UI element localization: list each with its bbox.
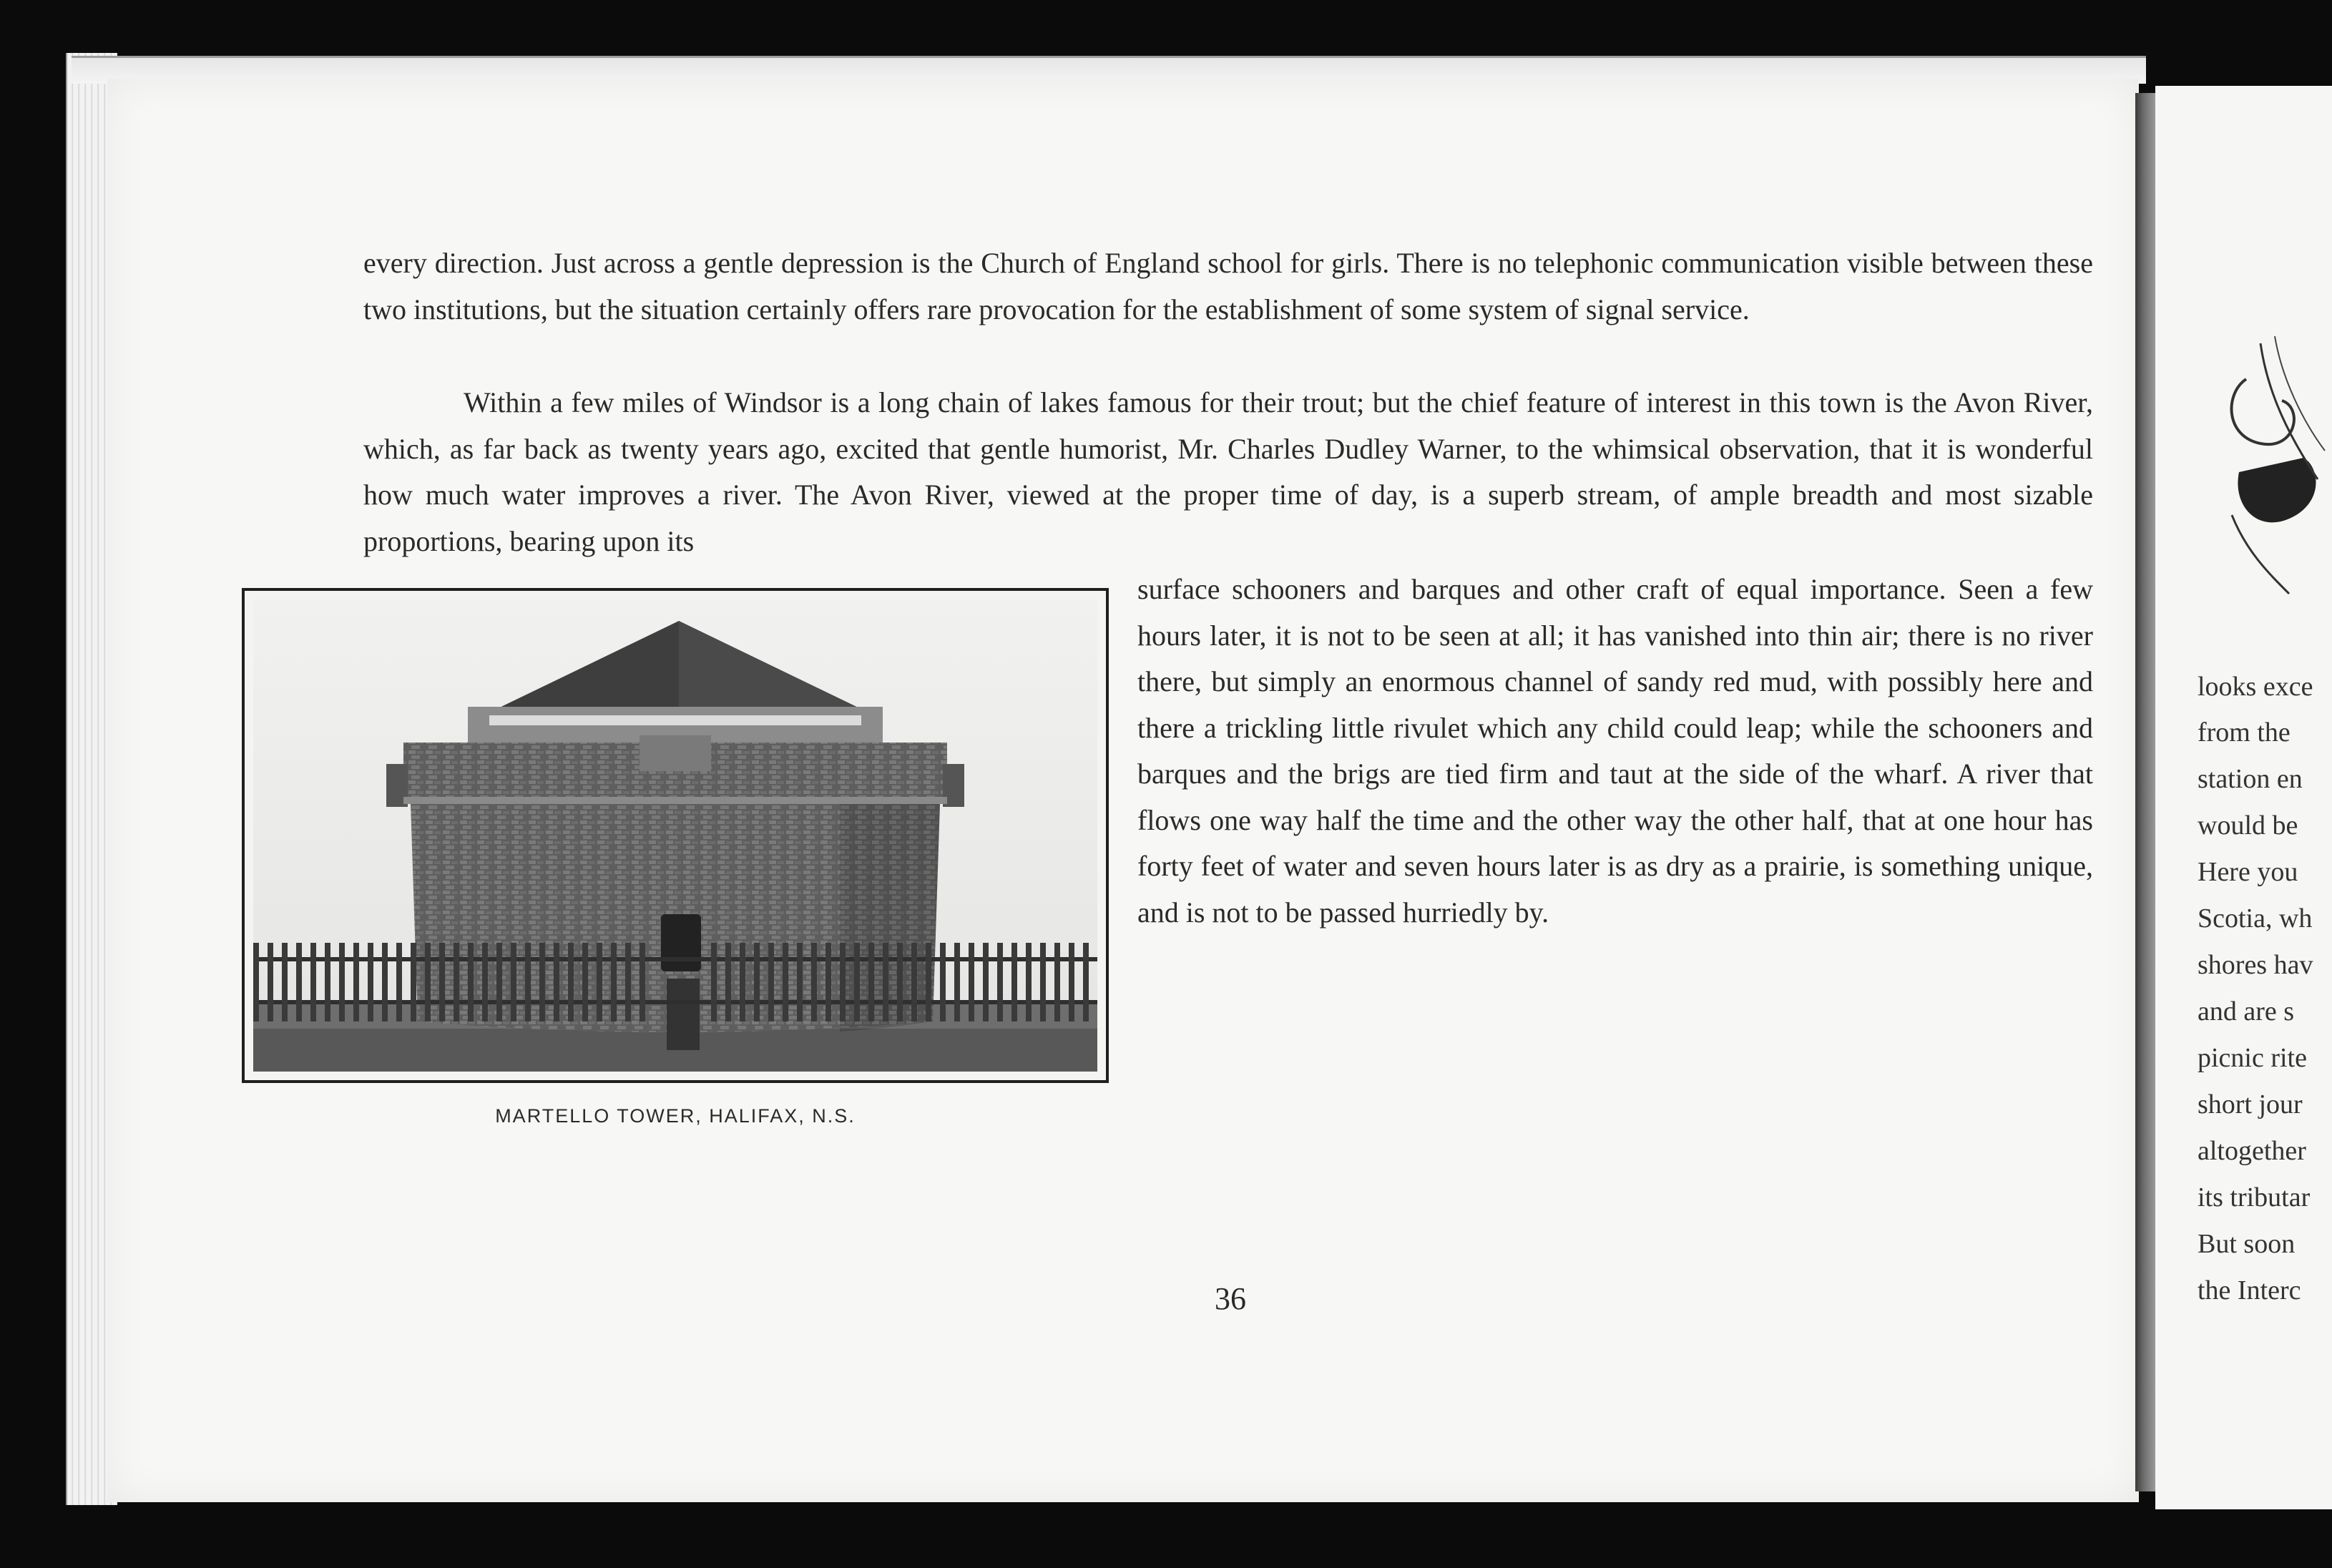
paragraph-3: surface schooners and barques and other craft of equal importance. Seen a few hours later, it is not to be seen at all; it has vanished into thin air; there is no river there, but simply an enormous channel of sandy red mud, with possibly here and there a trickling little rivulet which any child could leap; while the schooners and barques and the brigs are tied firm and taut at the side of the wharf. A river that flows one way half the time and the other way the other half, that at one hour has forty feet of water and seven hours later is as dry as a prairie, is something unique, and is not to be passed hurriedly by. bbox=[1137, 573, 2093, 928]
martello-tower-illustration bbox=[253, 599, 1097, 1072]
facing-line: short jour bbox=[2198, 1089, 2303, 1119]
martello-tower-photo bbox=[242, 588, 1109, 1083]
facing-line: from the bbox=[2198, 717, 2291, 748]
facing-line: picnic rite bbox=[2198, 1043, 2307, 1073]
facing-line: shores hav bbox=[2198, 950, 2313, 980]
facing-line: But soon bbox=[2198, 1229, 2296, 1259]
facing-line: the Interc bbox=[2198, 1275, 2301, 1305]
figure-caption: MARTELLO TOWER, HALIFAX, N.S. bbox=[495, 1105, 856, 1127]
page-number: 36 bbox=[1215, 1281, 1246, 1316]
facing-line: would be bbox=[2198, 810, 2298, 841]
decorative-ornament-icon bbox=[2218, 336, 2332, 608]
facing-line: Scotia, wh bbox=[2198, 903, 2313, 934]
facing-line: altogether bbox=[2198, 1136, 2306, 1166]
book-gutter bbox=[2135, 93, 2155, 1491]
paragraph-2: Within a few miles of Windsor is a long chain of lakes famous for their trout; but the chief feature of interest in this town is the Avon River, which, as far back as twenty years ago, excited that gentle humorist, Mr. Charles Dudley Warner, to the whimsical observation, that it is wonderful how much water improves a river. The Avon River, viewed at the proper time of day, is a superb stream, of ample breadth and most sizable proportions, bearing upon its bbox=[363, 386, 2093, 557]
facing-line: and are s bbox=[2198, 996, 2295, 1026]
facing-line: looks exce bbox=[2198, 672, 2313, 702]
facing-line: its tributar bbox=[2198, 1182, 2311, 1212]
facing-line: station en bbox=[2198, 764, 2303, 794]
paragraph-1: every direction. Just across a gentle depression is the Church of England school for girls. There is no telephonic communication visible between these two institutions, but the situation certainly offers rare provocation for the establishment of some system of signal service. bbox=[363, 247, 2093, 325]
facing-line: Here you bbox=[2198, 857, 2298, 887]
